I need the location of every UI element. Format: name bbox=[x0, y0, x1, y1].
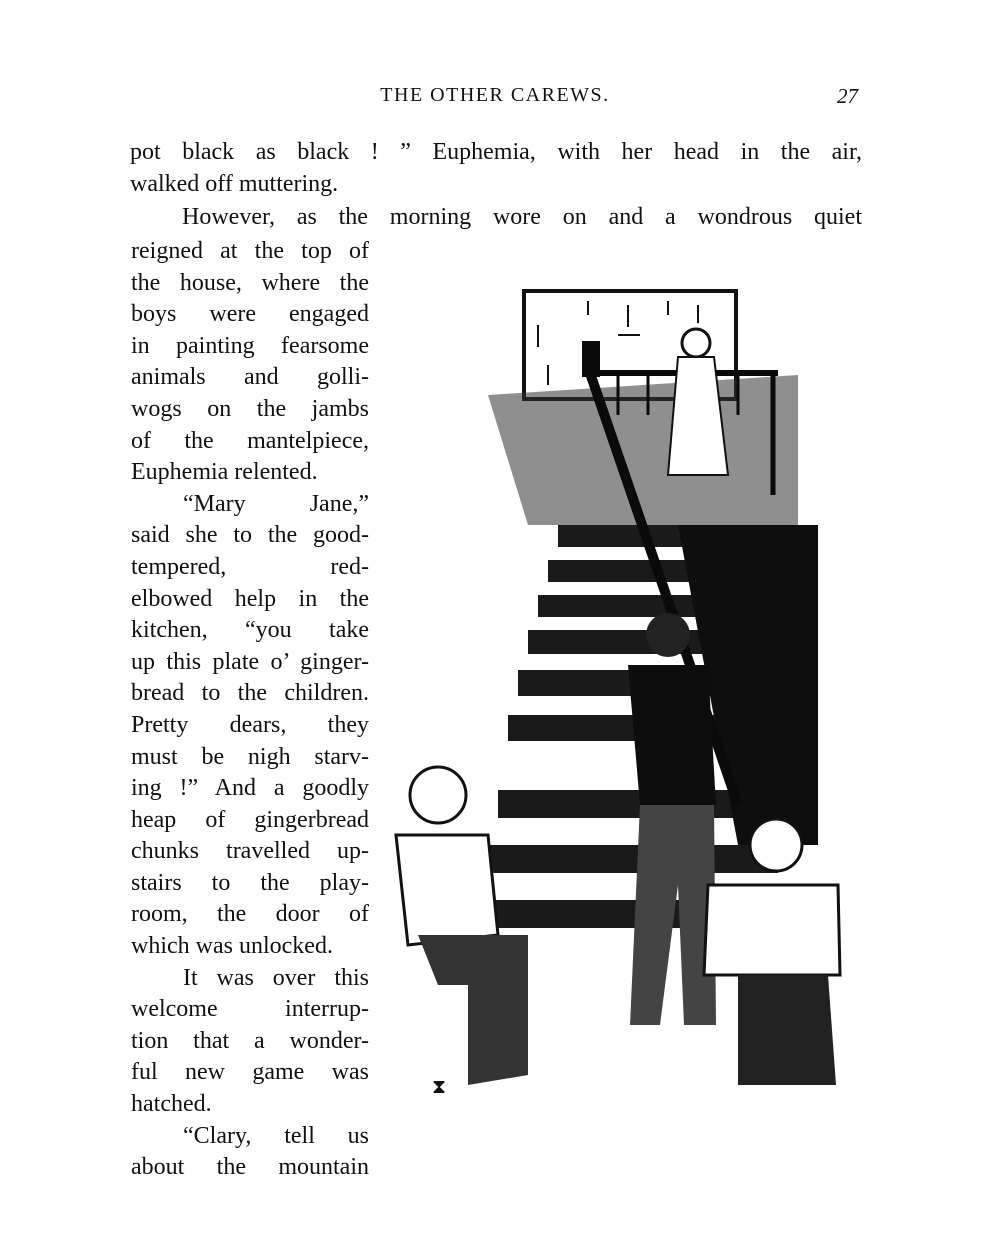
paragraph-2-first-line bbox=[130, 201, 862, 233]
running-header bbox=[130, 84, 860, 114]
column-text-line: welcome interrup- bbox=[131, 996, 369, 1023]
boy-on-stairs bbox=[628, 613, 716, 1025]
column-text-line: room, the door of bbox=[131, 901, 369, 928]
column-text-line: stairs to the play- bbox=[131, 869, 369, 896]
text-column bbox=[131, 236, 369, 1184]
column-text-line: boys were engaged bbox=[131, 301, 369, 328]
text-line: However, as the morning wore on and a wondrous quiet bbox=[182, 204, 862, 230]
artist-signature: ⧗ bbox=[432, 1074, 447, 1098]
column-text-line: “Mary Jane,” bbox=[183, 490, 369, 517]
page-number: 27 bbox=[837, 84, 858, 108]
column-text-line: ful new game was bbox=[131, 1059, 369, 1086]
column-text-line: hatched. bbox=[131, 1091, 212, 1118]
column-text-line: about the mountain bbox=[131, 1154, 369, 1181]
column-text-line: chunks travelled up- bbox=[131, 838, 369, 865]
column-text-line: Euphemia relented. bbox=[131, 459, 318, 486]
column-text-line: the house, where the bbox=[131, 269, 369, 296]
column-text-line: which was unlocked. bbox=[131, 933, 333, 960]
column-text-line: kitchen, “you take bbox=[131, 617, 369, 644]
newel-post bbox=[582, 341, 600, 377]
paragraph-1 bbox=[130, 136, 862, 200]
illustration-children-on-stairs bbox=[378, 285, 858, 1165]
text-line: pot black as black ! ” Euphemia, with her head in the air, bbox=[130, 139, 862, 165]
column-text-line: elbowed help in the bbox=[131, 585, 369, 612]
text-line: walked off muttering. bbox=[130, 171, 339, 197]
column-text-line: “Clary, tell us bbox=[183, 1122, 369, 1149]
column-text-line: tion that a wonder- bbox=[131, 1027, 369, 1054]
column-text-line: said she to the good- bbox=[131, 522, 369, 549]
running-title: THE OTHER CAREWS. bbox=[380, 84, 610, 106]
column-text-line: of the mantelpiece, bbox=[131, 427, 369, 454]
column-text-line: bread to the children. bbox=[131, 680, 369, 707]
column-text-line: must be nigh starv- bbox=[131, 743, 369, 770]
column-text-line: animals and golli- bbox=[131, 364, 369, 391]
column-text-line: Pretty dears, they bbox=[131, 711, 369, 738]
column-text-line: It was over this bbox=[183, 964, 369, 991]
column-text-line: heap of gingerbread bbox=[131, 806, 369, 833]
column-text-line: reigned at the top of bbox=[131, 238, 369, 264]
column-text-line: wogs on the jambs bbox=[131, 395, 369, 422]
column-text-line: tempered, red- bbox=[131, 553, 369, 580]
column-text-line: in painting fearsome bbox=[131, 332, 369, 359]
column-text-line: ing !” And a goodly bbox=[131, 775, 369, 802]
column-text-line: up this plate o’ ginger- bbox=[131, 648, 369, 675]
